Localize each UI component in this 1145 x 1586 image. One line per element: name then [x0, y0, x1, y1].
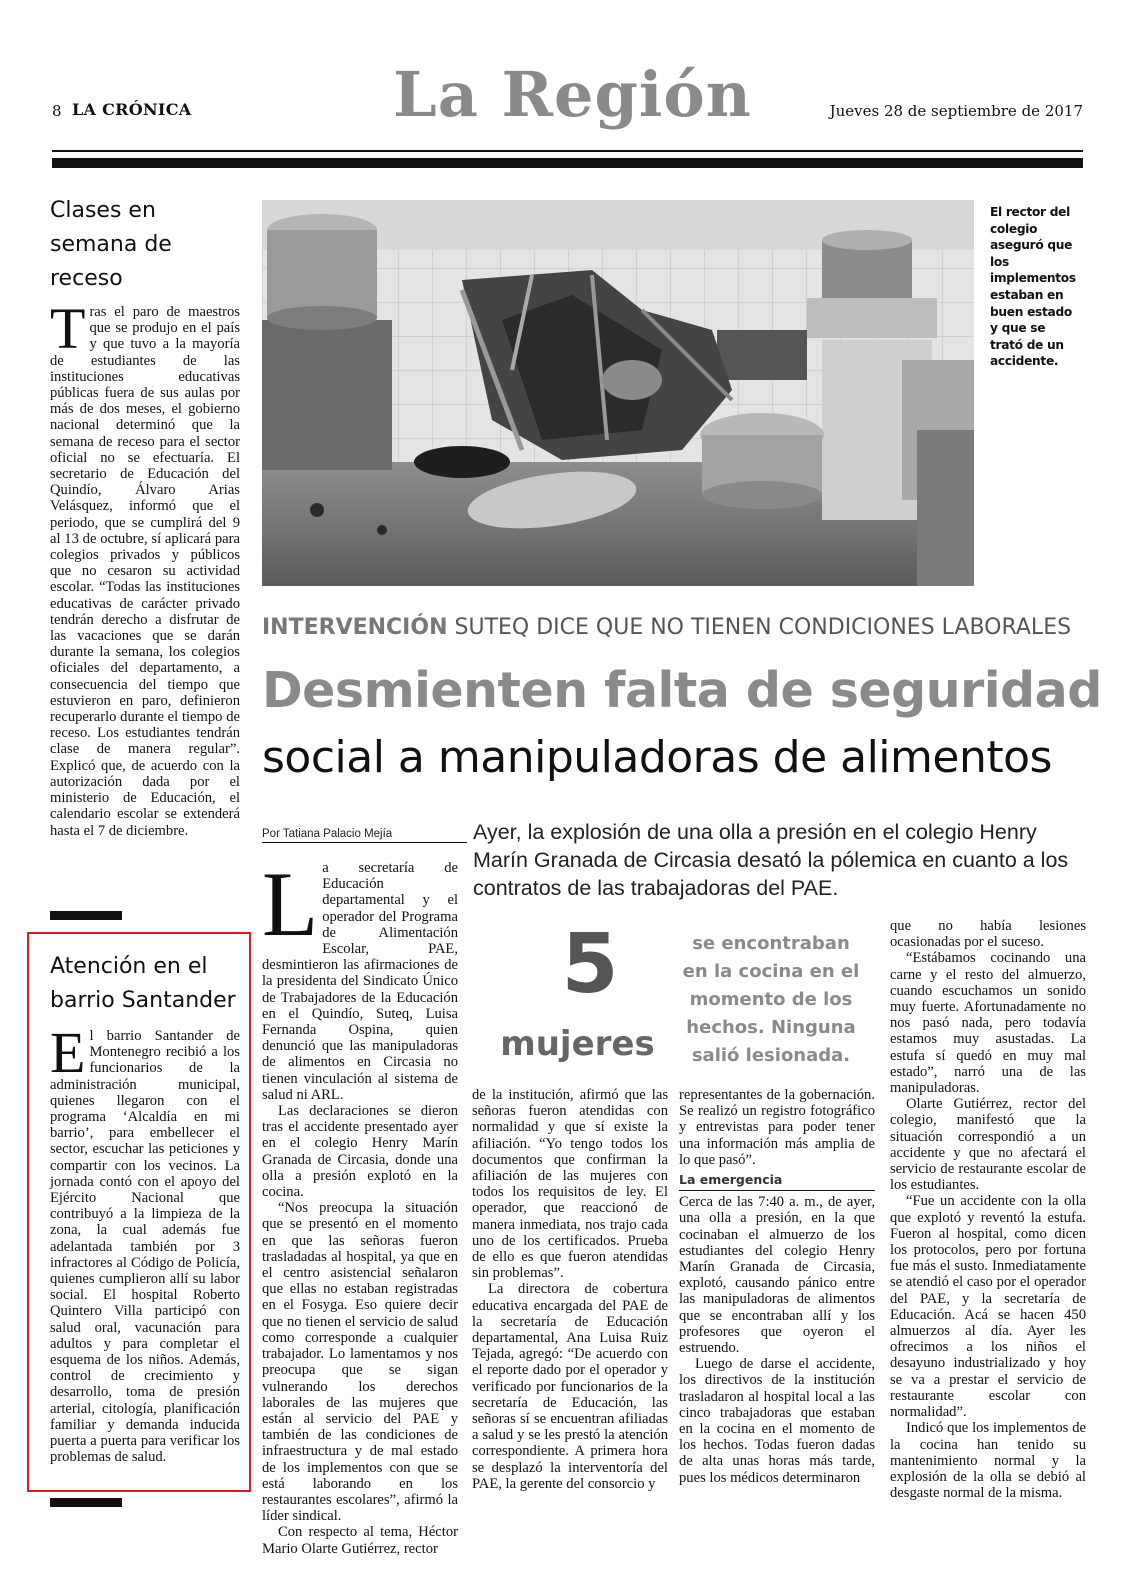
paragraph: La directora de cobertura educativa encargada del PAE de la secretaría de Educación departamental, Ana Luisa Ruiz Tejada, agregó: “De acuerdo con el reporte dado por el operador y verificado por funcionarios de la secretaría de Educación, las señoras sí se encuentran afiliadas a salud y se les prestó la atención correspondiente. A primera hora se desplazó la interventoría del PAE, la gerente del consorcio y — [472, 1281, 668, 1492]
paragraph: Cerca de las 7:40 a. m., de ayer, una olla a presión, en la que cocinaban el almuerzo de los estudiantes del colegio Henry Marín Granada de Circasia, explotó, causando pánico entre las manipuladoras de alimentos que se encontraban allí y los profesores que oyeron el estruendo. — [679, 1194, 875, 1357]
sidebar-story-body — [50, 1020, 240, 1466]
divider-bar — [50, 1498, 122, 1507]
news-photo — [262, 200, 974, 586]
sidebar-story-text: ras el paro de maestros que se produjo en el país y que tuvo a la mayoría de estudiantes de las instituciones educativas públicas fuera de sus aulas por más de dos meses, el gobierno nacional determinó que la semana de receso para el sector oficial no se efectuaría. El secretario de Educación del Quindío, Álvaro Arias Velásquez, informó que el periodo, que se cumplirá del 9 al 13 de octubre, sí aplicará para colegios privados y públicos que no cesaron su actividad escolar. “Todas las instituciones educativas de carácter privado tendrán derecho a disfrutar de las vacaciones que se darán durante la semana, los colegios oficiales del departamento, a consecuencia del tiempo que estuvieron en paro, definieron recuperarlo durante el tiempo de receso. Los estudiantes tendrán clase de manera regular”. Explicó que, de acuerdo con la autorización dada por el ministerio de Educación, el calendario escolar se extenderá hasta el 7 de diciembre. — [50, 304, 240, 839]
story-kicker — [262, 615, 1084, 640]
issue-date: Jueves 28 de septiembre de 2017 — [829, 102, 1083, 120]
paragraph: “Nos preocupa la situación que se presentó en el momento en que las señoras fueron trasladadas al hospital, ya que en el centro asistencial señalaron que ellas no estaban registradas en el Fosyga. Eso quiere decir que no tienen el servicio de salud como corresponde a cualquier trabajador. Lo lamentamos y nos preocupa que se sigan vulnerando los derechos laborales de las mujeres que están al servicio del PAE y también de las condiciones de infraestructura y de mal estado de los implementos con que se está laborando en los restaurantes escolares”, afirmó la líder sindical. — [262, 1200, 458, 1525]
sidebar-story-title: Atención en el barrio Santander — [50, 954, 236, 1013]
pullquote-word: mujeres — [500, 1024, 655, 1064]
sidebar-story-santander — [50, 950, 240, 1465]
headline-line-1: Desmienten falta de seguridad — [262, 662, 1102, 719]
pullquote-number: 5 — [561, 917, 619, 1012]
pullquote-description: se encontraban en la cocina en el momento de los hechos. Ninguna salió lesionada. — [682, 933, 860, 1066]
dropcap: E — [50, 1020, 86, 1085]
paragraph: “Estábamos cocinando una carne y el resto del almuerzo, cuando escuchamos un sonido muy fuerte. Afortunadamente no nos pasó nada, pero todavía estamos muy asustadas. La estufa sí quedó en muy mal estado”, narró una de las manipuladoras. — [890, 950, 1086, 1097]
photo-caption: El rector del colegio aseguró que los implementos estaban en buen estado y que se trató de un accidente. — [990, 205, 1076, 369]
publication-name: LA CRÓNICA — [72, 100, 192, 119]
paragraph: representantes de la gobernación. Se realizó un registro fotográfico y entrevistas para poder tener una información más amplia de lo que pasó”. — [679, 1087, 875, 1168]
kicker-text: SUTEQ DICE QUE NO TIENEN CONDICIONES LABORALES — [454, 615, 1072, 640]
story-column-3 — [679, 1087, 875, 1486]
byline-rule — [262, 842, 467, 843]
story-column-1 — [262, 853, 458, 1557]
byline: Por Tatiana Palacio Mejía — [262, 828, 393, 840]
headline-line-2: social a manipuladoras de alimentos — [262, 732, 1052, 783]
sidebar-story-text: l barrio Santander de Montenegro recibió a los funcionarios de la administración municipal, quienes llegaron con el programa ‘Alcaldía en mi barrio’, para embellecer el sector, escuchar las peticiones y compartir con los vecinos. La jornada contó con el apoyo del Ejército Nacional que contribuyó a la limpieza de la zona, la cual además fue adelantada también por 3 infractores al Código de Policía, quienes cumplieron allí su labor social. El hospital Roberto Quintero Villa participó con salud oral, vacunación para adultos y para completar el esquema de los niños. Además, control de crecimiento y desarrollo, toma de presión arterial, citología, planificación familiar y demanda inducida puerta a puerta para verificar los problemas de salud. — [50, 1028, 240, 1466]
sidebar-story-body — [50, 296, 240, 839]
subhead-rule — [679, 1190, 875, 1191]
sidebar-story-title: Clases en semana de receso — [50, 198, 172, 291]
paragraph: Olarte Gutiérrez, rector del colegio, manifestó que la situación correspondió a un accidente y que no afectará el servicio de restaurante escolar de los estudiantes. — [890, 1096, 1086, 1194]
paragraph: “Fue un accidente con la olla que explotó y reventó la estufa. Fueron al hospital, como dicen los protocolos, pero por fortuna fue más el susto. Inmediatamente se atendió el caso por el operador del PAE, y la secretaría de Educación. Acá se hacen 450 almuerzos al día. Ayer les ofrecimos a los niños el desayuno industrializado y hoy se va a prestar el servicio de restaurante escolar con normalidad”. — [890, 1193, 1086, 1421]
kitchen-photo-illustration — [262, 200, 974, 586]
paragraph: Luego de darse el accidente, los directivos de la institución trasladaron al hospital local a las cinco trabajadoras que estaban en la cocina en el momento de los hechos. Todas fueron dadas de alta unas horas más tarde, pues los médicos determinaron — [679, 1356, 875, 1486]
paragraph: Indicó que los implementos de la cocina han tenido su mantenimiento normal y la explosión de la olla se debió al desgaste normal de la misma. — [890, 1420, 1086, 1502]
sidebar-story-classes — [50, 194, 240, 839]
divider-bar — [50, 911, 122, 920]
dropcap: T — [50, 296, 86, 361]
paragraph: Con respecto al tema, Héctor Mario Olarte Gutiérrez, rector — [262, 1524, 458, 1557]
paragraph: de la institución, afirmó que las señoras fueron atendidas con normalidad y que sí existe la afiliación. “Yo tengo todos los documentos que confirman la afiliación de las mujeres con todos los requisitos de ley. El operador, que reaccionó de manera inmediata, nos trajo cada uno de los certificados. Prueba de ello es que fueron atendidas sin problemas”. — [472, 1087, 668, 1282]
page-number: 8 — [52, 102, 62, 120]
header-rule-thick — [52, 158, 1083, 168]
kicker-label: INTERVENCIÓN — [262, 615, 448, 640]
story-column-4 — [890, 918, 1086, 1501]
paragraph: Las declaraciones se dieron tras el accidente presentado ayer en el colegio Henry Marín Granada de Circasia, donde una olla a presión explotó en la cocina. — [262, 1103, 458, 1201]
paragraph: que no había lesiones ocasionadas por el suceso. — [890, 918, 1086, 951]
section-title: La Región — [393, 58, 752, 131]
paragraph: a secretaría de Educación departamental y el operador del Programa de Alimentación Escolar, PAE, desmintieron las afirmaciones de la presidenta del Sindicato Único de Trabajadores de la Educación en el Quindío, Suteq, Luisa Fernanda Ospina, quien denunció que las manipuladoras de alimentos en Circasia no tienen vinculación al sistema de salud ni ARL. — [262, 860, 458, 1103]
story-column-2 — [472, 1087, 668, 1492]
dropcap: L — [262, 853, 319, 955]
story-lead: Ayer, la explosión de una olla a presión en el colegio Henry Marín Granada de Circasia desató la pólemica en cuanto a los contratos de las trabajadoras del PAE. — [473, 820, 1069, 900]
subhead: La emergencia — [679, 1172, 783, 1188]
header-rule-thin — [52, 150, 1083, 152]
